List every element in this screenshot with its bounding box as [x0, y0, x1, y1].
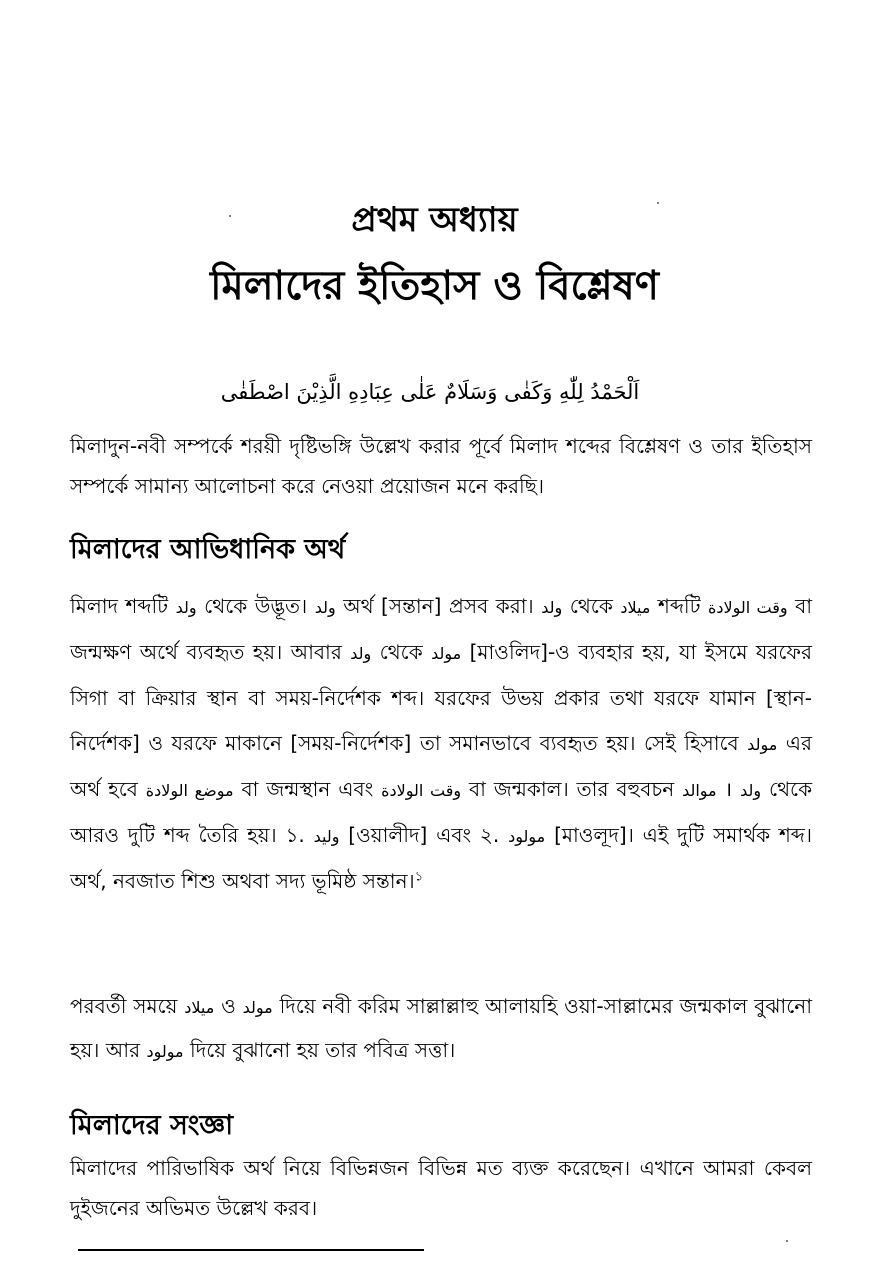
arabic-term: ميلاد: [620, 598, 651, 617]
text-run: এর অর্থ হবে: [70, 731, 812, 801]
arabic-term: ميلاد: [184, 998, 215, 1017]
definition-paragraph: মিলাদের পারিভাষিক অর্থ নিয়ে বিভিন্নজন বিভিন্ন মত ব্যক্ত করেছেন। এখানে আমরা কেবল দুইজনের অভিমত উল্লেখ করব।: [70, 1156, 812, 1220]
arabic-term: مولد: [747, 735, 778, 754]
text-run: থেকে: [379, 640, 423, 664]
text-run: বা জন্মস্থান এবং: [241, 777, 374, 801]
arabic-term: مولد: [431, 644, 462, 663]
arabic-term: ولد: [314, 598, 336, 617]
arabic-term: وقت الولادة: [708, 598, 788, 617]
later-usage-paragraph: [70, 985, 812, 1073]
text-run: শব্দটি: [657, 594, 701, 618]
text-run: ও: [221, 994, 236, 1018]
arabic-term: مولود: [508, 827, 546, 846]
text-run: মিলাদ শব্দটি: [70, 594, 169, 618]
text-run: থেকে: [569, 594, 613, 618]
text-run: থেকে আরও দুটি শব্দ তৈরি হয়। ১.: [70, 777, 813, 847]
arabic-term: وليد: [313, 827, 340, 846]
arabic-term: ولد: [350, 644, 372, 663]
arabic-term: مولد: [242, 998, 273, 1017]
arabic-term: ولد: [541, 598, 563, 617]
intro-paragraph: মিলাদুন-নবী সম্পর্কে শরয়ী দৃষ্টিভঙ্গি উল্লেখ করার পূর্বে মিলাদ শব্দের বিশ্লেষণ ও তার ইতিহাস সম্পর্কে সামান্য আলোচনা করে নেওয়া প্রয়োজন মনে করছি।: [70, 434, 812, 498]
text-run: ।: [724, 777, 733, 801]
section-heading-definition: মিলাদের সংজ্ঞা: [70, 1110, 234, 1141]
text-run: পরবর্তী সময়ে: [70, 994, 178, 1018]
text-run: থেকে উদ্ভূত।: [204, 594, 308, 618]
lexical-meaning-paragraph: [70, 584, 812, 904]
text-run: দিয়ে বুঝানো হয় তার পবিত্র সত্তা।: [189, 1038, 456, 1062]
scan-speck: [786, 1240, 788, 1242]
text-run: বা জন্মকাল। তার বহুবচন: [469, 777, 675, 801]
text-run: বা জন্মক্ষণ অর্থে ব্যবহৃত হয়। আবার: [70, 594, 813, 664]
chapter-label: প্রথম অধ্যায়: [351, 200, 518, 240]
arabic-term: موضع الولادة: [145, 781, 234, 800]
text-run: [মাওলূদ]। এই দুটি সমার্থক শব্দ। অর্থ, নবজাত শিশু অথবা সদ্য ভূমিষ্ঠ সন্তান।: [70, 823, 812, 893]
arabic-term: وقت الولادة: [381, 781, 462, 800]
text-run: [মাওলিদ]-ও ব্যবহার হয়, যা ইসমে যরফের সিগা বা ক্রিয়ার স্থান বা সময়-নির্দেশক শব্দ। যরফের উভয় প্রকার তথা যরফে যামান [স্থান-নির্দেশক] ও যরফে মাকানে [সময়-নির্দেশক] তা সমানভাবে ব্যবহৃত হয়। সেই হিসাবে: [70, 640, 813, 755]
text-run: অর্থ [সন্তান] প্রসব করা।: [343, 594, 534, 618]
arabic-term: موالد: [682, 781, 717, 800]
chapter-title: মিলাদের ইতিহাস ও বিশ্লেষণ: [210, 263, 659, 309]
footnote-divider: [78, 1249, 424, 1251]
footnote-marker: ১: [414, 869, 424, 885]
text-run: দিয়ে নবী করিম সাল্লাল্লাহু আলায়হি ওয়া-সাল্লামের জন্মকাল বুঝানো হয়। আর: [70, 994, 813, 1062]
arabic-term: ولد: [740, 781, 762, 800]
section-heading-lexical-meaning: মিলাদের আভিধানিক অর্থ: [70, 534, 346, 565]
arabic-invocation: اَلْحَمْدُ لِلّٰهِ وَكَفٰى وَسَلَامٌ عَلٰى عِبَادِهِ الَّذِيْنَ اصْطَفٰى: [220, 380, 640, 404]
arabic-term: مولود: [146, 1042, 184, 1061]
text-run: [ওয়ালীদ] এবং ২.: [348, 823, 500, 847]
arabic-term: ولد: [175, 598, 197, 617]
